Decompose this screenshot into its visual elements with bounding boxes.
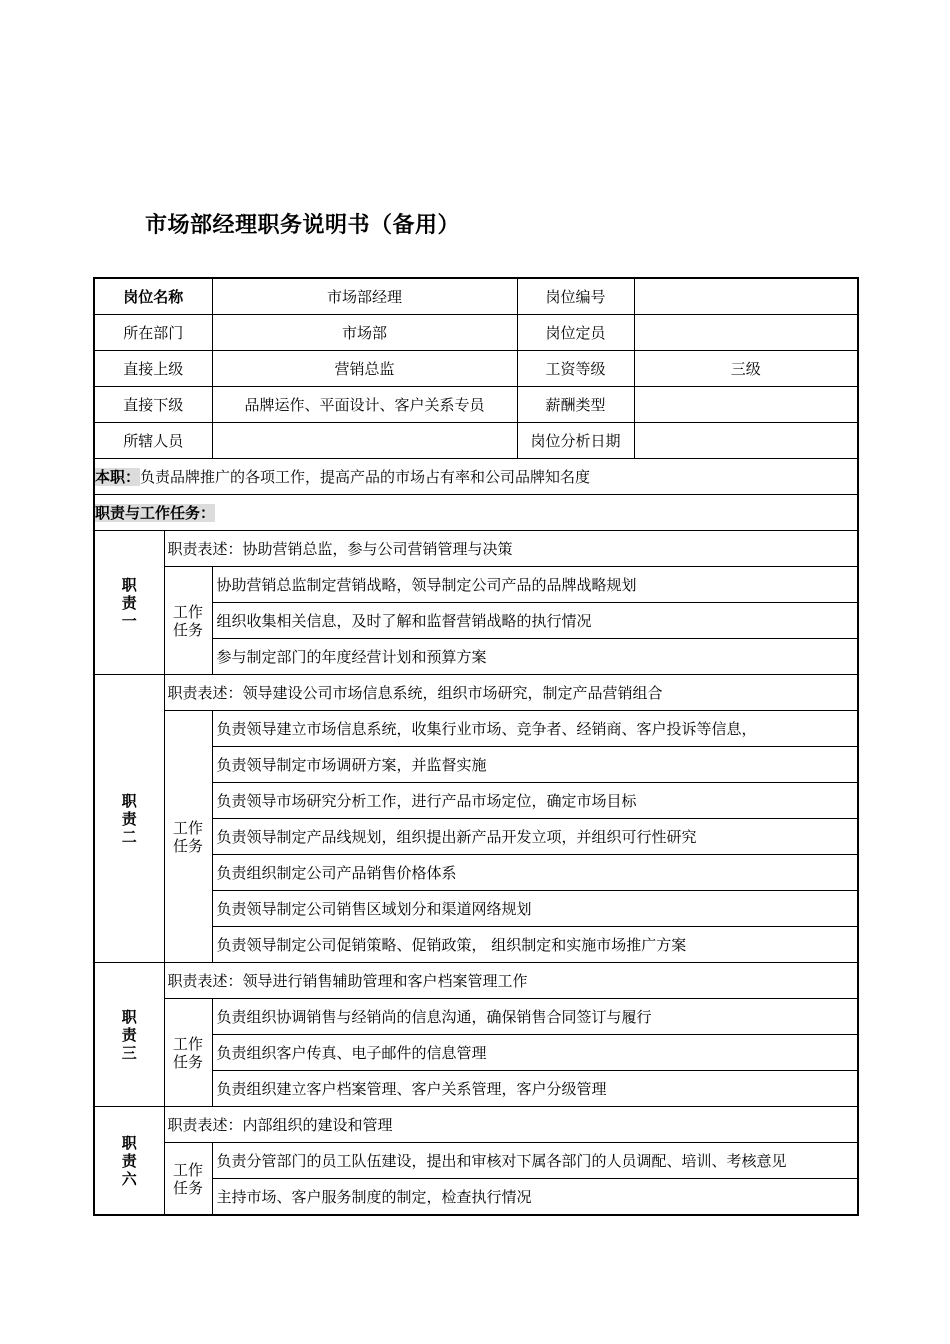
task-item: 负责领导建立市场信息系统，收集行业市场、竞争者、经销商、客户投诉等信息，	[212, 711, 858, 747]
task-item: 负责组织协调销售与经销尚的信息沟通，确保销售合同签订与履行	[212, 999, 858, 1035]
task-item: 负责组织制定公司产品销售价格体系	[212, 855, 858, 891]
duty-3-description-row	[94, 963, 858, 999]
duty-2-description: 职责表述：领导建设公司市场信息系统，组织市场研究，制定产品营销组合	[164, 675, 858, 711]
task-label-line: 任务	[173, 836, 204, 855]
value-position-number	[634, 278, 858, 315]
label-department: 所在部门	[94, 315, 212, 351]
duty-6-task-label	[164, 1143, 212, 1216]
label-staff-under: 所辖人员	[94, 423, 212, 459]
document-title: 市场部经理职务说明书（备用）	[145, 213, 461, 238]
summary-cell	[94, 459, 858, 495]
task-item: 负责领导市场研究分析工作，进行产品市场定位，确定市场目标	[212, 783, 858, 819]
duty-6-label-char: 六	[121, 1169, 137, 1188]
task-label-line: 任务	[173, 1052, 204, 1071]
duty-3-label-char: 职	[121, 1007, 137, 1026]
duty-6-description-row	[94, 1107, 858, 1143]
value-headcount	[634, 315, 858, 351]
duty-2-label	[94, 675, 164, 963]
duty-1-label-char: 责	[121, 593, 137, 612]
duties-header: 职责与工作任务：	[95, 503, 216, 522]
task-row	[94, 1143, 858, 1179]
task-item: 协助营销总监制定营销战略，领导制定公司产品的品牌战略规划	[212, 567, 858, 603]
info-row-position-name	[94, 278, 858, 315]
task-label-line: 工作	[173, 818, 204, 837]
label-pay-type: 薪酬类型	[517, 387, 634, 423]
duty-1-description-row	[94, 531, 858, 567]
duty-3-label	[94, 963, 164, 1107]
task-row	[94, 711, 858, 747]
duty-6-label-char: 职	[121, 1133, 137, 1152]
duty-2-task-label	[164, 711, 212, 963]
duties-header-row	[94, 495, 858, 531]
task-item: 负责组织建立客户档案管理、客户关系管理，客户分级管理	[212, 1071, 858, 1107]
task-row	[94, 999, 858, 1035]
duty-2-label-char: 二	[121, 827, 137, 846]
summary-text: 负责品牌推广的各项工作，提高产品的市场占有率和公司品牌知名度	[140, 467, 591, 486]
task-label-line: 工作	[173, 1160, 204, 1179]
info-row-subordinates	[94, 387, 858, 423]
summary-row	[94, 459, 858, 495]
task-label-line: 任务	[173, 1178, 204, 1197]
task-item: 负责领导制定公司销售区域划分和渠道网络规划	[212, 891, 858, 927]
task-label-line: 工作	[173, 1034, 204, 1053]
duties-header-cell	[94, 495, 858, 531]
duty-2-description-row	[94, 675, 858, 711]
job-description-table	[93, 277, 859, 1216]
duty-1-label	[94, 531, 164, 675]
duty-2-label-char: 责	[121, 809, 137, 828]
label-direct-superior: 直接上级	[94, 351, 212, 387]
duty-6-label	[94, 1107, 164, 1216]
value-analysis-date	[634, 423, 858, 459]
label-analysis-date: 岗位分析日期	[517, 423, 634, 459]
task-item: 负责领导制定公司促销策略、促销政策， 组织制定和实施市场推广方案	[212, 927, 858, 963]
duty-3-task-label	[164, 999, 212, 1107]
duty-1-description: 职责表述：协助营销总监，参与公司营销管理与决策	[164, 531, 858, 567]
duty-1-label-char: 一	[121, 611, 137, 630]
duty-2-label-char: 职	[121, 791, 137, 810]
task-item: 负责领导制定产品线规划，组织提出新产品开发立项，并组织可行性研究	[212, 819, 858, 855]
label-position-name: 岗位名称	[94, 278, 212, 315]
duty-3-label-char: 三	[121, 1043, 137, 1062]
task-item: 负责分管部门的员工队伍建设，提出和审核对下属各部门的人员调配、培训、考核意见	[212, 1143, 858, 1179]
summary-label: 本职：	[95, 467, 141, 486]
label-headcount: 岗位定员	[517, 315, 634, 351]
value-direct-subordinates: 品牌运作、平面设计、客户关系专员	[212, 387, 517, 423]
task-item: 参与制定部门的年度经营计划和预算方案	[212, 639, 858, 675]
task-item: 负责组织客户传真、电子邮件的信息管理	[212, 1035, 858, 1071]
task-item: 主持市场、客户服务制度的制定，检查执行情况	[212, 1179, 858, 1216]
value-pay-type	[634, 387, 858, 423]
task-row	[94, 567, 858, 603]
task-label-line: 工作	[173, 602, 204, 621]
duty-1-label-char: 职	[121, 575, 137, 594]
duty-3-description: 职责表述：领导进行销售辅助管理和客户档案管理工作	[164, 963, 858, 999]
label-salary-grade: 工资等级	[517, 351, 634, 387]
duty-3-label-char: 责	[121, 1025, 137, 1044]
info-row-superior	[94, 351, 858, 387]
task-item: 组织收集相关信息，及时了解和监督营销战略的执行情况	[212, 603, 858, 639]
task-item: 负责领导制定市场调研方案，并监督实施	[212, 747, 858, 783]
value-salary-grade: 三级	[634, 351, 858, 387]
info-row-department	[94, 315, 858, 351]
value-position-name: 市场部经理	[212, 278, 517, 315]
value-direct-superior: 营销总监	[212, 351, 517, 387]
label-position-number: 岗位编号	[517, 278, 634, 315]
task-label-line: 任务	[173, 620, 204, 639]
label-direct-subordinates: 直接下级	[94, 387, 212, 423]
duty-1-task-label	[164, 567, 212, 675]
duty-6-description: 职责表述：内部组织的建设和管理	[164, 1107, 858, 1143]
duty-6-label-char: 责	[121, 1151, 137, 1170]
value-staff-under	[212, 423, 517, 459]
info-row-staff	[94, 423, 858, 459]
value-department: 市场部	[212, 315, 517, 351]
